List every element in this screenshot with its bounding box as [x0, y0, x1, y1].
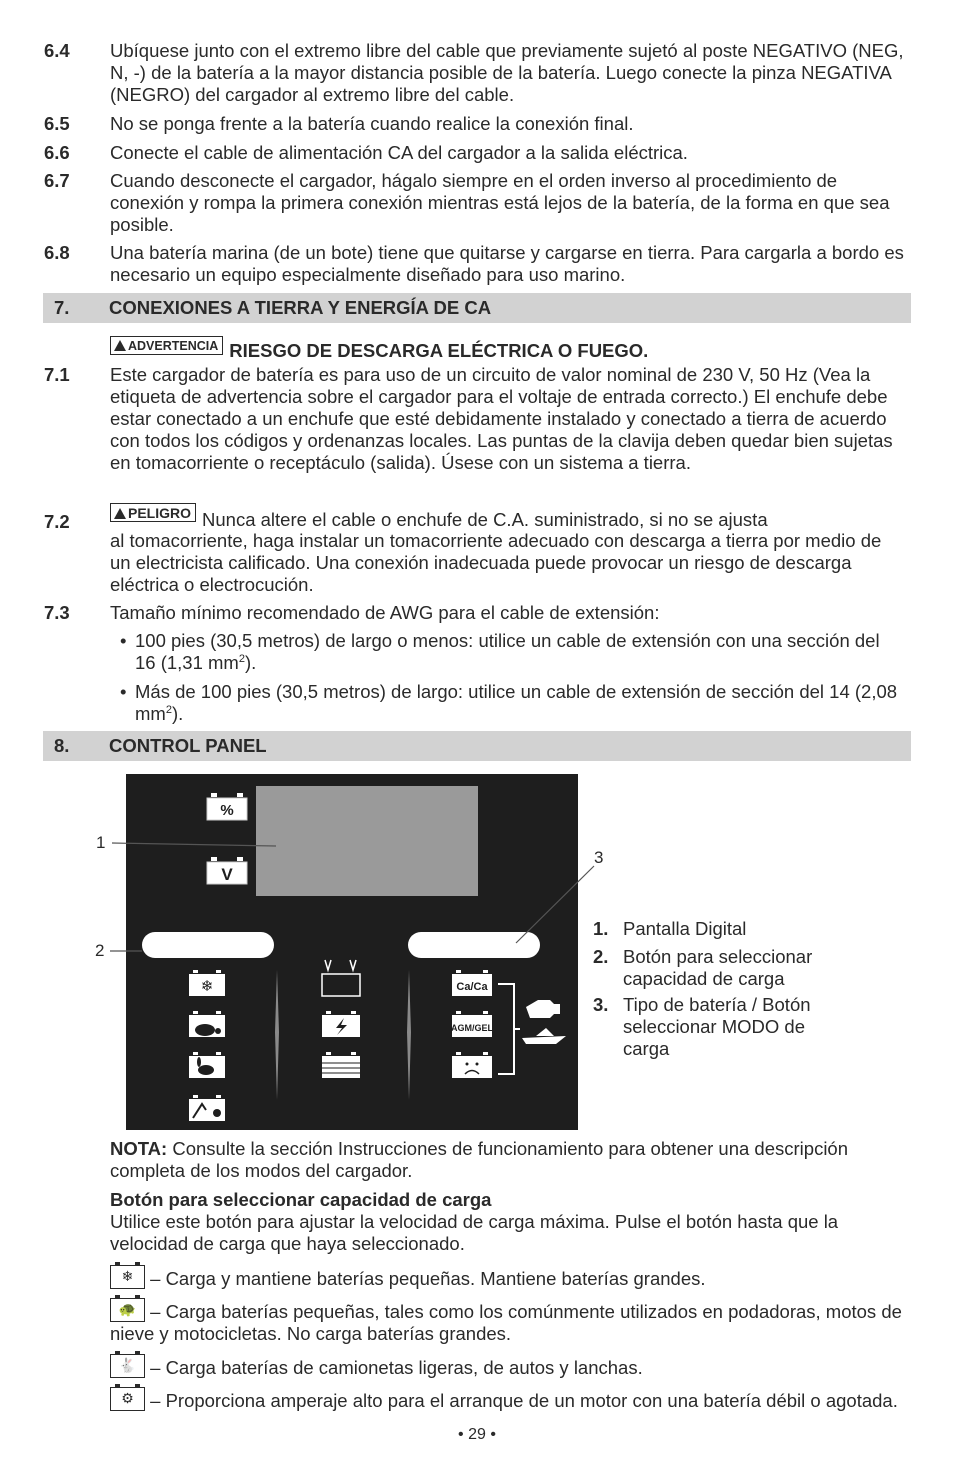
snowflake-icon: ❄ [110, 1265, 145, 1289]
rate-snowflake: ❄ – Carga y mantiene baterías pequeñas. Mantiene baterías grandes. [44, 1265, 904, 1290]
section-title: CONTROL PANEL [109, 735, 267, 756]
item-number: 7.2 [44, 511, 70, 532]
item-number: 6.8 [44, 242, 70, 263]
legend-item-2: 2. Botón para seleccionar capacidad de carga [593, 946, 813, 989]
item-number: 6.7 [44, 170, 70, 191]
subsection-title: Botón para seleccionar capacidad de carga [110, 1189, 492, 1210]
item-text: al tomacorriente, haga instalar un tomacorriente adecuado con descarga a tierra por medio de un electricista calificado. Una conexión inadecuada puede provocar un riesgo de descarga eléctrica o electrocución. [110, 530, 882, 595]
rate-rabbit: 🐇 – Carga baterías de camionetas ligeras, de autos y lanchas. [44, 1354, 904, 1379]
legend-item-1: 1. Pantalla Digital [593, 918, 747, 939]
bullet-item: • Más de 100 pies (30,5 metros) de largo: utilice un cable de extensión de sección del 14 (2,08 $mm^2$). [120, 681, 898, 724]
item-number: 7.3 [44, 602, 70, 623]
danger-badge: PELIGRO [110, 503, 196, 522]
callout-1: 1 [96, 833, 106, 852]
section-number: 8. [54, 735, 70, 756]
warning-text: RIESGO DE DESCARGA ELÉCTRICA O FUEGO. [229, 340, 649, 361]
svg-text:Ca/Ca: Ca/Ca [456, 981, 488, 993]
item-text: Este cargador de batería es para uso de un circuito de valor nominal de 230 V, 50 Hz (Vea la etiqueta de advertencia sobre el cargador para el voltaje de entrada correcto.) El enchufe debe estar conectado a un enchufe que esté debidamente instalado y conectado a tierra de acuerdo con todos los códigos y ordenanzas locales. Las puntas de la clavija deben quedar bien sujetas en tomacorriente o receptáculo (salida). Úsese con un sistema a tierra. [110, 364, 893, 473]
item-text: No se ponga frente a la batería cuando realice la conexión final. [110, 113, 634, 134]
svg-text:❄: ❄ [200, 978, 214, 995]
item-number: 6.6 [44, 142, 70, 163]
rate-engine-start: ⚙ – Proporciona amperaje alto para el arranque de un motor con una batería débil o agotada. [44, 1387, 904, 1412]
nota-text: Consulte la sección Instrucciones de funcionamiento para obtener una descripción completa de los modos del cargador. [110, 1138, 849, 1181]
nota [44, 1138, 904, 1182]
legend-item-3: 3. Tipo de batería / Botón seleccionar MODO de carga [593, 994, 811, 1059]
item-text: Una batería marina (de un bote) tiene que quitarse y cargarse en tierra. Para cargarla a bordo es necesario un equipo especialmente diseñado para uso marino. [110, 242, 904, 285]
item-text-first: Nunca altere el cable o enchufe de C.A. suministrado, si no se ajusta [202, 509, 768, 530]
rate-turtle: 🐢 – Carga baterías pequeñas, tales como los comúnmente utilizados en podadoras, motos de nieve y motocicletas. No carga baterías grandes. [44, 1298, 904, 1345]
bullet-item: • 100 pies (30,5 metros) de largo o menos: utilice un cable de extensión con una sección del 16 (1,31 $mm^2$). [120, 630, 880, 673]
item-text: Tamaño mínimo recomendado de AWG para el cable de extensión: [110, 602, 660, 623]
callout-2: 2 [95, 941, 105, 960]
engine-start-icon: ⚙ [110, 1387, 145, 1411]
callout-3: 3 [594, 848, 604, 867]
item-text: Ubíquese junto con el extremo libre del cable que previamente sujetó al poste NEGATIVO (NEG, N, -) de la batería a la mayor distancia posible de la batería. Luego conecte la pinza NEGATIVA (NEGRO) del cargador al extremo libre del cable. [110, 40, 904, 105]
subsection-text: Utilice este botón para ajustar la velocidad de carga máxima. Pulse el botón hasta que la velocidad de carga que haya seleccionado. [110, 1211, 839, 1254]
section-number: 7. [54, 297, 70, 318]
nota-label: NOTA: [110, 1138, 168, 1159]
rabbit-icon: 🐇 [110, 1354, 145, 1378]
item-text: Conecte el cable de alimentación CA del cargador a la salida eléctrica. [110, 142, 688, 163]
item-number: 6.4 [44, 40, 70, 61]
item-number: 7.1 [44, 364, 70, 385]
page-number: • 29 • [458, 1426, 496, 1443]
turtle-icon: 🐢 [110, 1298, 145, 1322]
warning-badge: ADVERTENCIA [110, 336, 223, 355]
svg-text:%: % [220, 802, 234, 819]
item-number: 6.5 [44, 113, 70, 134]
svg-text:AGM/GEL: AGM/GEL [451, 1023, 493, 1033]
section-title: CONEXIONES A TIERRA Y ENERGÍA DE CA [109, 297, 492, 318]
item-text: Cuando desconecte el cargador, hágalo siempre en el orden inverso al procedimiento de conexión y rompa la primera conexión mientras está lejos de la batería, de la forma en que sea posible. [110, 170, 890, 235]
svg-text:V: V [221, 865, 233, 884]
